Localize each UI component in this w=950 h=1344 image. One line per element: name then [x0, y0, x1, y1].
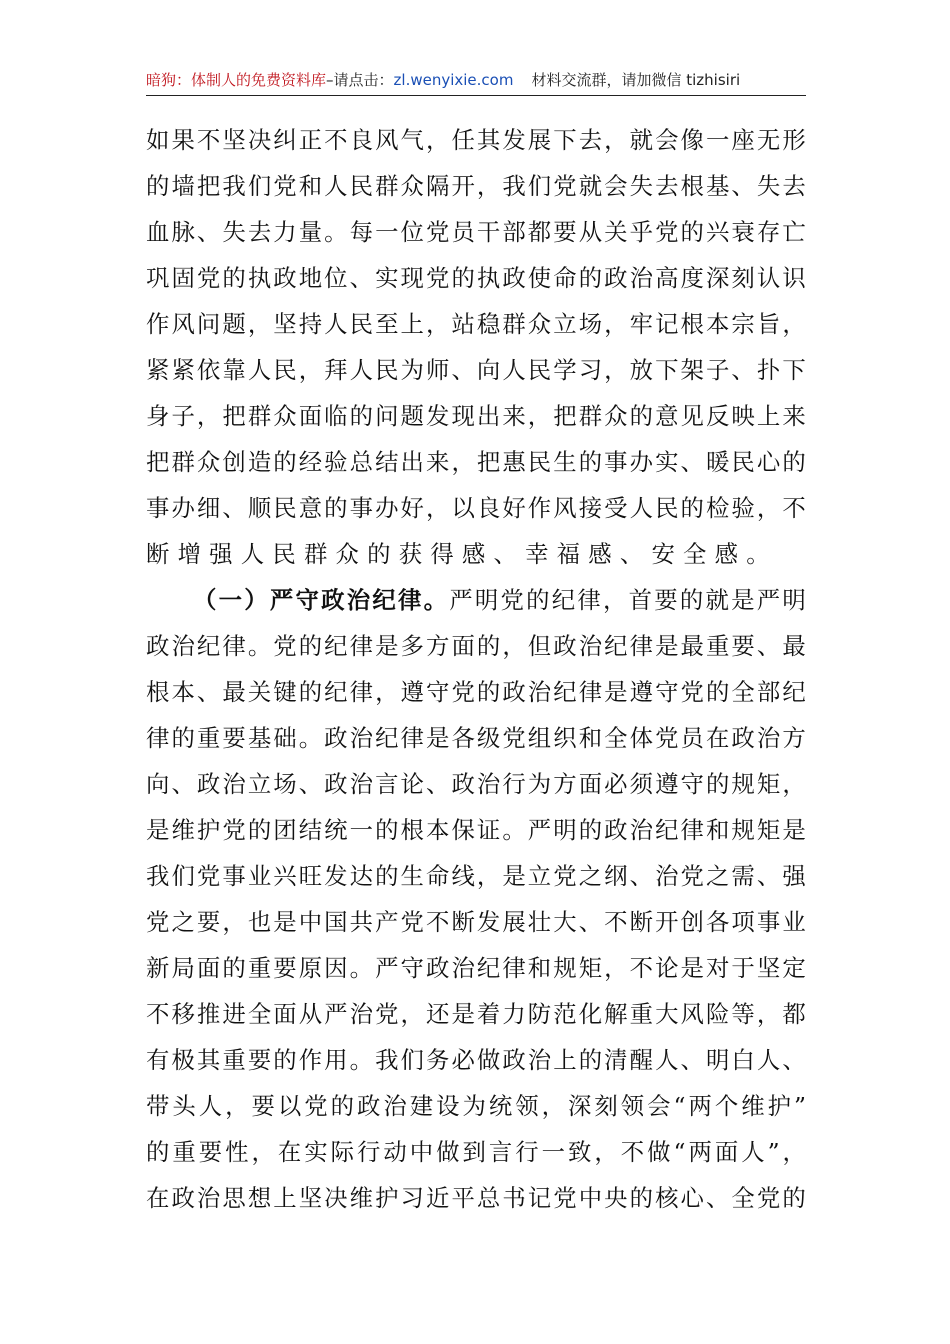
text-line: 我 们 党 事 业 兴 旺 发 达 的 生 命 线 ， 是 立 党 之 纲 、 治 党 之 需 、 强 [146, 862, 806, 890]
text-line: 新 局 面 的 重 要 原 因 。 严 守 政 治 纪 律 和 规 矩 ， 不 论 是 对 于 坚 定 [146, 954, 806, 982]
text-line: 带 头 人 ， 要 以 党 的 政 治 建 设 为 统 领 ， 深 刻 领 会 “ 两 个 维 护 ” [146, 1092, 806, 1120]
text-line: 身 子 ， 把 群 众 面 临 的 问 题 发 现 出 来 ， 把 群 众 的 意 见 反 映 上 来 [146, 402, 806, 430]
text-line: 如 果 不 坚 决 纠 正 不 良 风 气 ， 任 其 发 展 下 去 ， 就 会 像 一 座 无 形 [146, 126, 806, 154]
header-wechat: 材料交流群，请加微信 tizhisiri [531, 71, 741, 89]
text-line: 党 之 要 ， 也 是 中 国 共 产 党 不 断 发 展 壮 大 、 不 断 开 创 各 项 事 业 [146, 908, 806, 936]
text-line: 作 风 问 题 ， 坚 持 人 民 至 上 ， 站 稳 群 众 立 场 ， 牢 记 根 本 宗 旨 ， [146, 310, 806, 338]
text-line: 政 治 纪 律 。 党 的 纪 律 是 多 方 面 的 ， 但 政 治 纪 律 是 最 重 要 、 最 [146, 632, 806, 660]
text-line: 是 维 护 党 的 团 结 统 一 的 根 本 保 证 。 严 明 的 政 治 纪 律 和 规 矩 是 [146, 816, 806, 844]
text-line: 把 群 众 创 造 的 经 验 总 结 出 来 ， 把 惠 民 生 的 事 办 实 、 暖 民 心 的 [146, 448, 806, 476]
text-line: 紧 紧 依 靠 人 民 ， 拜 人 民 为 师 、 向 人 民 学 习 ， 放 下 架 子 、 扑 下 [146, 356, 806, 384]
paragraph-1 [146, 117, 806, 577]
text-line: 不 移 推 进 全 面 从 严 治 党 ， 还 是 着 力 防 范 化 解 重 大 风 险 等 ， 都 [146, 1000, 806, 1028]
text-line: 的 重 要 性 ， 在 实 际 行 动 中 做 到 言 行 一 致 ， 不 做 “ 两 面 人 ” ， [146, 1138, 806, 1166]
text-line: 律 的 重 要 基 础 。 政 治 纪 律 是 各 级 党 组 织 和 全 体 党 员 在 政 治 方 [146, 724, 806, 752]
header-rule [146, 95, 806, 96]
text-line: 有 极 其 重 要 的 作 用 。 我 们 务 必 做 政 治 上 的 清 醒 人 、 明 白 人 、 [146, 1046, 806, 1074]
text-line: 血 脉 、 失 去 力 量 。 每 一 位 党 员 干 部 都 要 从 关 乎 党 的 兴 衰 存 亡 [146, 218, 806, 246]
text-line: 向 、 政 治 立 场 、 政 治 言 论 、 政 治 行 为 方 面 必 须 遵 守 的 规 矩 ， [146, 770, 806, 798]
paragraph-2 [146, 577, 806, 1221]
text-line: 断增强人民群众的获得感、幸福感、安全感。 [146, 540, 778, 568]
header-link[interactable]: zl.wenyixie.com [393, 71, 514, 89]
text-line: 巩 固 党 的 执 政 地 位 、 实 现 党 的 执 政 使 命 的 政 治 高 度 深 刻 认 识 [146, 264, 806, 292]
document-body [146, 117, 806, 1221]
text-line: 事 办 细 、 顺 民 意 的 事 办 好 ， 以 良 好 作 风 接 受 人 民 的 检 验 ， 不 [146, 494, 806, 522]
header-prompt: –请点击： [326, 71, 394, 89]
text-line: 根 本 、 最 关 键 的 纪 律 ， 遵 守 党 的 政 治 纪 律 是 遵 守 党 的 全 部 纪 [146, 678, 806, 706]
text-line: 在 政 治 思 想 上 坚 决 维 护 习 近 平 总 书 记 党 中 央 的 核 心 、 全 党 的 [146, 1184, 806, 1212]
document-header [146, 66, 806, 94]
header-brand: 暗狗：体制人的免费资料库 [146, 71, 327, 89]
section-heading-line: （ 一 ） 严 守 政 治 纪 律 。 严 明 党 的 纪 律 ， 首 要 的 就 是 严 明 [193, 586, 806, 614]
text-line: 的 墙 把 我 们 党 和 人 民 群 众 隔 开 ， 我 们 党 就 会 失 去 根 基 、 失 去 [146, 172, 806, 200]
